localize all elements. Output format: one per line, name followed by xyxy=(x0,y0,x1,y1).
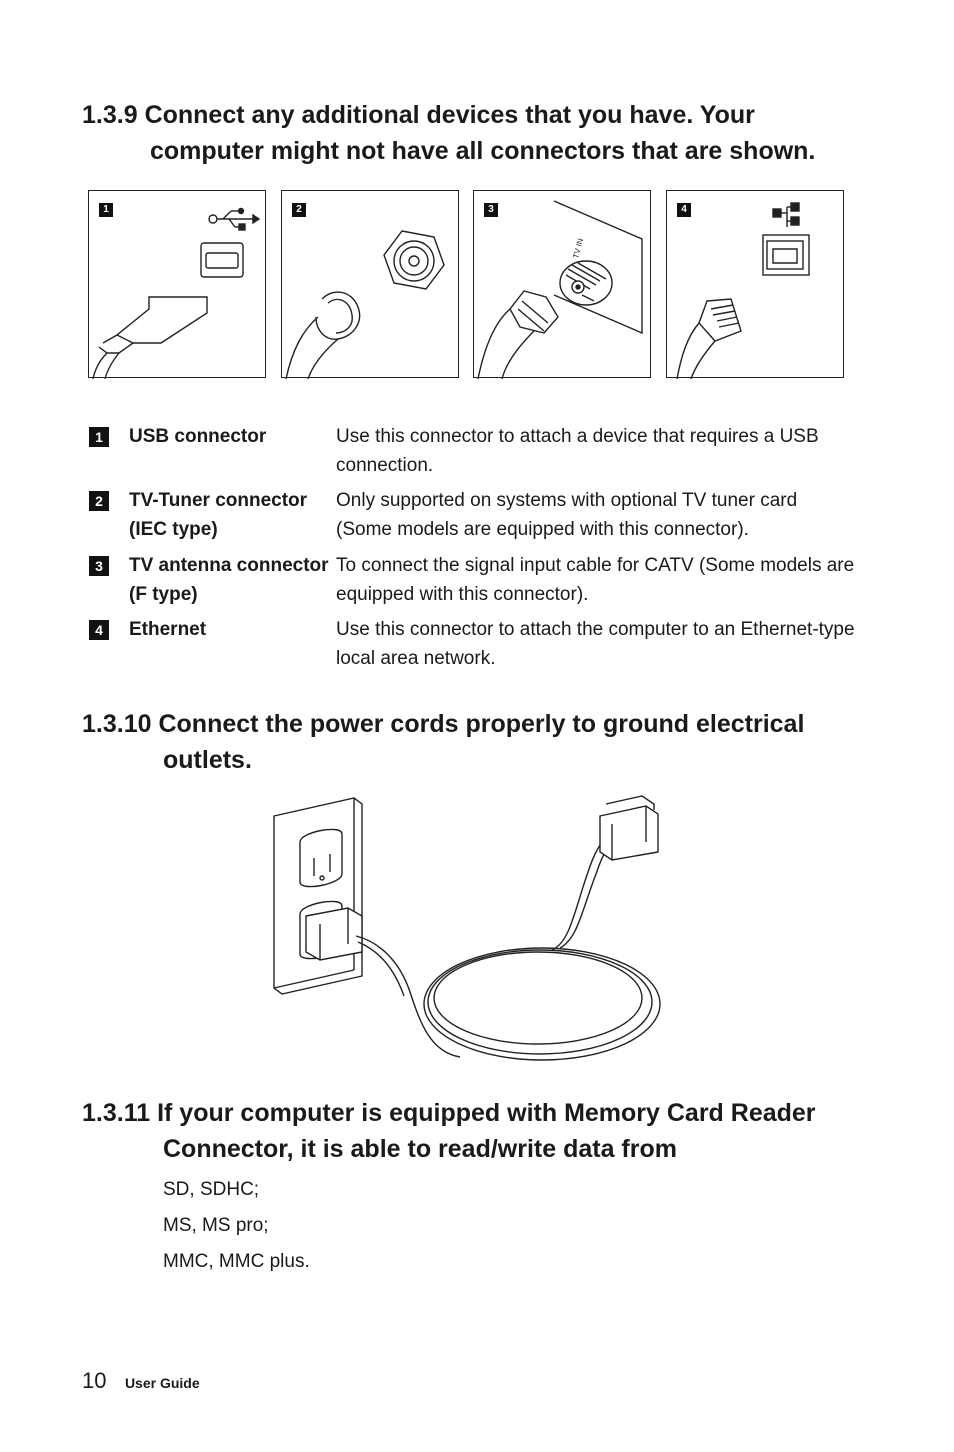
row-badge: 2 xyxy=(89,491,109,511)
power-outlet-illustration xyxy=(270,792,670,1064)
section-title-line1: If your computer is equipped with Memory Card Reader xyxy=(157,1099,816,1127)
row-badge: 4 xyxy=(89,620,109,640)
list-item: MMC, MMC plus. xyxy=(163,1251,310,1272)
f-type-illustration xyxy=(474,191,652,379)
list-item: SD, SDHC; xyxy=(163,1179,260,1200)
connector-description: To connect the signal input cable for CATV (Some models are equipped with this connector). xyxy=(336,555,855,605)
connector-description: Use this connector to attach a device that requires a USB connection. xyxy=(336,426,819,476)
connector-name: TV-Tuner connector (IEC type) xyxy=(129,490,308,540)
figure-tag-1: 1 xyxy=(99,203,113,217)
usb-illustration xyxy=(89,191,267,379)
section-title-line2: outlets. xyxy=(163,746,252,774)
connector-description: Only supported on systems with optional TV tuner card (Some models are equipped with this connector). xyxy=(336,490,798,540)
section-number: 1.3.9 xyxy=(82,101,138,129)
section-heading-1-3-11 xyxy=(82,1095,816,1167)
section-title-line1: Connect any additional devices that you have. Your xyxy=(144,101,755,129)
ethernet-illustration xyxy=(667,191,845,379)
row-badge: 3 xyxy=(89,556,109,576)
section-heading-1-3-10 xyxy=(82,706,804,778)
section-title-line2: Connector, it is able to read/write data from xyxy=(163,1135,677,1163)
connector-name: TV antenna connector (F type) xyxy=(129,555,329,605)
usb-connector-figure xyxy=(88,190,266,378)
ethernet-connector-figure xyxy=(666,190,844,378)
document-title: User Guide xyxy=(124,1375,200,1391)
tv-in-label: TV IN xyxy=(571,237,586,260)
connector-description: Use this connector to attach the computer to an Ethernet-type local area network. xyxy=(336,619,855,669)
usb-icon xyxy=(209,209,259,231)
tv-antenna-connector-figure xyxy=(473,190,651,378)
list-item: MS, MS pro; xyxy=(163,1215,269,1236)
section-heading-1-3-9 xyxy=(82,97,815,169)
figure-tag-3: 3 xyxy=(484,203,498,217)
section-number: 1.3.11 xyxy=(82,1099,151,1127)
figure-tag-2: 2 xyxy=(292,203,306,217)
row-badge: 1 xyxy=(89,427,109,447)
page-number: 10 xyxy=(82,1368,107,1393)
connector-name: USB connector xyxy=(129,426,267,447)
section-number: 1.3.10 xyxy=(82,710,152,738)
connector-name: Ethernet xyxy=(129,619,207,640)
network-icon xyxy=(773,203,799,227)
page-footer xyxy=(82,1368,200,1394)
figure-tag-4: 4 xyxy=(677,203,691,217)
section-title-line2: computer might not have all connectors that are shown. xyxy=(150,137,816,165)
tv-tuner-connector-figure xyxy=(281,190,459,378)
iec-illustration xyxy=(282,191,460,379)
section-title-line1: Connect the power cords properly to ground electrical xyxy=(158,710,805,738)
